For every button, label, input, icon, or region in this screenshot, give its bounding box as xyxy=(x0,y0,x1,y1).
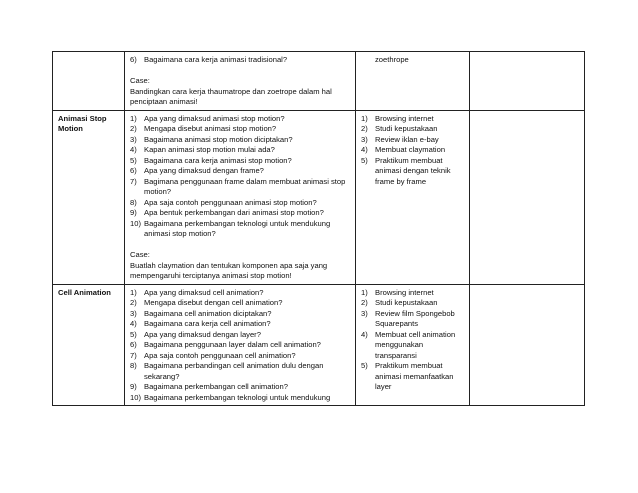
question-number: 2) xyxy=(130,298,137,307)
question-text: Bagaimana animasi stop motion diciptakan? xyxy=(144,134,293,144)
question-number: 4) xyxy=(130,319,137,328)
question-text: Apa yang dimaksud dengan layer? xyxy=(144,329,261,339)
activity-text: Studi kepustakaan xyxy=(375,124,438,133)
activity-item xyxy=(361,114,465,125)
activity-number: 1) xyxy=(361,113,368,123)
empty-cell xyxy=(470,284,585,406)
activity-text: Review film Spongebob Squarepants xyxy=(375,308,455,328)
question-item xyxy=(130,319,351,330)
question-number: 10) xyxy=(130,218,141,228)
question-number: 6) xyxy=(130,166,137,175)
question-item xyxy=(130,208,351,219)
question-list xyxy=(130,114,351,240)
question-number: 6) xyxy=(130,55,137,64)
question-number: 6) xyxy=(130,340,137,349)
question-item xyxy=(130,145,351,156)
activity-item xyxy=(361,145,465,156)
question-item xyxy=(130,298,351,309)
topic-cell xyxy=(53,284,125,406)
activity-text: Browsing internet xyxy=(375,287,434,297)
question-number: 10) xyxy=(130,392,141,402)
question-number: 2) xyxy=(130,124,137,133)
question-text: Mengapa disebut dengan cell animation? xyxy=(144,298,283,307)
activities-cell xyxy=(356,52,470,111)
question-number: 3) xyxy=(130,134,137,144)
question-number: 9) xyxy=(130,382,137,391)
activity-item xyxy=(361,298,465,309)
activity-item xyxy=(361,288,465,299)
question-text: Bagaimana perbandingan cell animation dulu dengan sekarang? xyxy=(144,361,324,381)
activity-text: Praktikum membuat animasi memanfaatkan layer xyxy=(375,361,454,391)
activity-number: 4) xyxy=(361,329,368,339)
activity-number: 1) xyxy=(361,287,368,297)
question-text: Apa saja contoh penggunaan animasi stop motion? xyxy=(144,197,317,207)
activity-item xyxy=(361,124,465,135)
table-row xyxy=(53,52,585,111)
question-item xyxy=(130,124,351,135)
question-text: Bagaimana cara kerja animasi tradisional? xyxy=(144,55,288,64)
questions-cell xyxy=(125,52,356,111)
question-text: Apa yang dimaksud animasi stop motion? xyxy=(144,113,285,123)
activity-number: 2) xyxy=(361,298,368,307)
topic-label: Cell Animation xyxy=(58,287,111,297)
questions-cell xyxy=(125,284,356,406)
question-item xyxy=(130,361,351,382)
question-number: 7) xyxy=(130,176,137,186)
question-item xyxy=(130,55,351,66)
question-text: Bagaimana cara kerja animasi stop motion? xyxy=(144,155,292,165)
activity-number: 2) xyxy=(361,124,368,133)
question-item xyxy=(130,288,351,299)
empty-cell xyxy=(470,52,585,111)
question-text: Kapan animasi stop motion mulai ada? xyxy=(144,145,275,154)
question-item xyxy=(130,198,351,209)
activity-text: Browsing internet xyxy=(375,113,434,123)
question-text: Bagaimana perkembangan teknologi untuk mendukung xyxy=(144,392,331,402)
question-number: 7) xyxy=(130,350,137,360)
activity-number: 4) xyxy=(361,145,368,154)
question-text: Bagaimana perkembangan teknologi untuk mendukung animasi stop motion? xyxy=(144,218,331,238)
activity-number: 5) xyxy=(361,361,368,370)
question-number: 3) xyxy=(130,308,137,318)
case-label: Case: xyxy=(130,76,150,85)
table-row xyxy=(53,110,585,284)
activity-text: Membuat cell animation menggunakan transparansi xyxy=(375,329,456,360)
question-item xyxy=(130,135,351,146)
case-text: Buatlah claymation dan tentukan komponen apa saja yang mempengaruhi terciptanya animasi stop motion! xyxy=(130,260,328,280)
activity-number: 3) xyxy=(361,308,368,318)
question-item xyxy=(130,393,351,404)
question-text: Apa yang dimaksud cell animation? xyxy=(144,287,264,297)
question-item xyxy=(130,330,351,341)
question-number: 1) xyxy=(130,113,137,123)
activity-item xyxy=(361,361,465,393)
topic-label: Animasi Stop Motion xyxy=(58,113,107,133)
activities-cell xyxy=(356,110,470,284)
question-list xyxy=(130,288,351,404)
activity-text: Praktikum membuat animasi dengan teknik frame by frame xyxy=(375,155,451,186)
question-item xyxy=(130,114,351,125)
question-item xyxy=(130,382,351,393)
question-text: Bagaimana perkembangan cell animation? xyxy=(144,382,288,391)
activity-text: zoethrope xyxy=(375,55,409,64)
activity-list xyxy=(361,114,465,188)
activity-item xyxy=(361,135,465,146)
question-list xyxy=(130,55,351,66)
question-item xyxy=(130,351,351,362)
question-text: Apa bentuk perkembangan dari animasi stop motion? xyxy=(144,208,324,217)
question-number: 8) xyxy=(130,197,137,207)
question-item xyxy=(130,340,351,351)
question-number: 5) xyxy=(130,329,137,339)
question-text: Apa yang dimaksud dengan frame? xyxy=(144,166,264,175)
question-item xyxy=(130,156,351,167)
activity-text: Membuat claymation xyxy=(375,145,446,154)
activities-cell xyxy=(356,284,470,406)
activity-text: Studi kepustakaan xyxy=(375,298,438,307)
topic-cell xyxy=(53,110,125,284)
activity-list xyxy=(361,288,465,393)
activity-text: Review iklan e-bay xyxy=(375,134,439,144)
question-item xyxy=(130,177,351,198)
syllabus-table xyxy=(52,51,585,406)
question-text: Mengapa disebut animasi stop motion? xyxy=(144,124,277,133)
case-label: Case: xyxy=(130,250,150,259)
activity-number: 3) xyxy=(361,134,368,144)
activity-item xyxy=(361,309,465,330)
activity-item xyxy=(361,330,465,362)
question-text: Bagaimana cara kerja cell animation? xyxy=(144,319,271,328)
question-item xyxy=(130,219,351,240)
question-number: 4) xyxy=(130,145,137,154)
syllabus-table-body xyxy=(53,52,585,406)
question-number: 9) xyxy=(130,208,137,217)
activity-item xyxy=(361,156,465,188)
question-number: 1) xyxy=(130,287,137,297)
case-text: Bandingkan cara kerja thaumatrope dan zoetrope dalam hal penciptaan animasi! xyxy=(130,86,332,106)
empty-cell xyxy=(470,110,585,284)
question-item xyxy=(130,166,351,177)
question-number: 5) xyxy=(130,155,137,165)
questions-cell xyxy=(125,110,356,284)
question-text: Bagimana penggunaan frame dalam membuat animasi stop motion? xyxy=(144,176,346,196)
topic-cell xyxy=(53,52,125,111)
question-text: Apa saja contoh penggunaan cell animation? xyxy=(144,350,296,360)
question-item xyxy=(130,309,351,320)
question-text: Bagaimana cell animation diciptakan? xyxy=(144,308,272,318)
question-number: 8) xyxy=(130,361,137,370)
table-row xyxy=(53,284,585,406)
activity-number: 5) xyxy=(361,155,368,165)
question-text: Bagaimana penggunaan layer dalam cell animation? xyxy=(144,340,321,349)
